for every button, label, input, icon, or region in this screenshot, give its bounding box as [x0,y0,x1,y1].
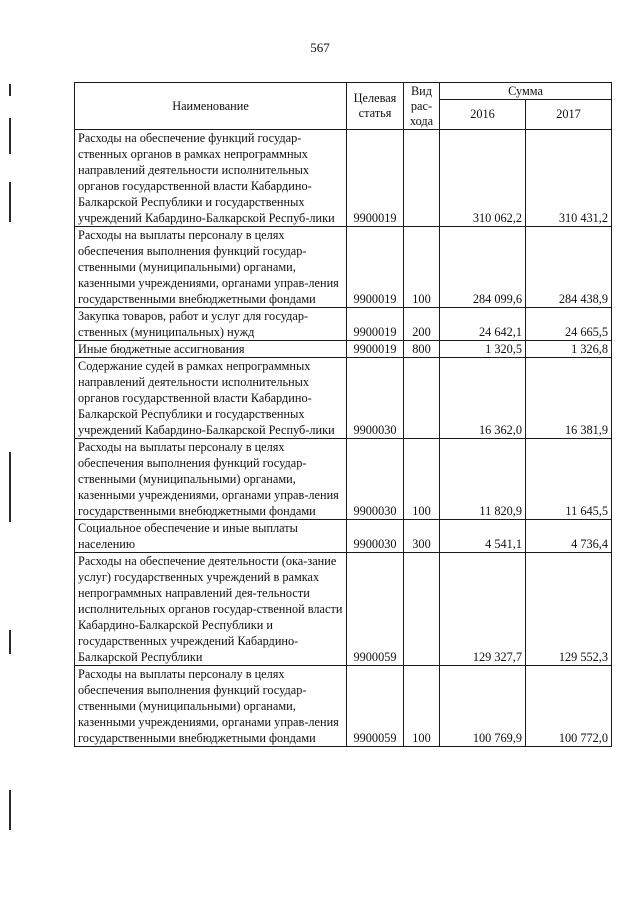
row-sum-2016: 24 642,1 [440,308,526,341]
row-expense-type [404,358,440,439]
row-sum-2016: 100 769,9 [440,666,526,747]
scan-artifact [9,84,11,96]
row-sum-2017: 1 326,8 [526,341,612,358]
row-expense-type [404,130,440,227]
row-sum-2016: 310 062,2 [440,130,526,227]
scan-artifact [9,630,11,654]
table-row [75,358,612,439]
row-sum-2017: 129 552,3 [526,553,612,666]
row-sum-2017: 16 381,9 [526,358,612,439]
table-row [75,227,612,308]
row-target-article: 9900059 [347,553,404,666]
row-sum-2016: 129 327,7 [440,553,526,666]
header-year-2017: 2017 [526,100,612,130]
row-target-article: 9900019 [347,308,404,341]
row-name: Закупка товаров, работ и услуг для государ-ственных (муниципальных) нужд [75,308,347,341]
header-target-article: Целевая статья [347,83,404,130]
row-sum-2016: 16 362,0 [440,358,526,439]
row-name: Расходы на обеспечение функций государ-ственных органов в рамках непрограммных направлений деятельности исполнительных органов государственной власти Кабардино-Балкарской Республики и государственных учреждений Кабардино-Балкарской Респуб-лики [75,130,347,227]
row-expense-type: 100 [404,227,440,308]
row-expense-type: 100 [404,666,440,747]
table-body [75,130,612,747]
row-sum-2017: 310 431,2 [526,130,612,227]
header-year-2016: 2016 [440,100,526,130]
row-sum-2016: 284 099,6 [440,227,526,308]
row-target-article: 9900019 [347,341,404,358]
scan-artifact [9,452,11,522]
row-target-article: 9900059 [347,666,404,747]
row-name: Расходы на обеспечение деятельности (ока-зание услуг) государственных учреждений в рамках непрограммных направлений дея-тельности исполнительных органов государ-ственной власти Кабардино-Балкарской Республики и государственных учреждений Кабардино-Балкарской Республики [75,553,347,666]
scan-artifact [9,118,11,154]
budget-table [74,82,612,747]
table-row [75,553,612,666]
table-row [75,439,612,520]
scan-artifact [9,182,11,222]
table-row [75,130,612,227]
row-sum-2017: 4 736,4 [526,520,612,553]
table-row [75,308,612,341]
row-expense-type: 300 [404,520,440,553]
table-header [75,83,612,130]
page-number: 567 [310,40,330,55]
row-name: Иные бюджетные ассигнования [75,341,347,358]
row-target-article: 9900019 [347,227,404,308]
row-name: Расходы на выплаты персоналу в целях обеспечения выполнения функций государ-ственными (муниципальными) органами, казенными учреждениями, органами управ-ления государственными внебюджетными фондами [75,439,347,520]
table-row [75,520,612,553]
row-expense-type [404,553,440,666]
row-target-article: 9900030 [347,520,404,553]
table-row [75,666,612,747]
row-expense-type: 200 [404,308,440,341]
row-sum-2016: 4 541,1 [440,520,526,553]
row-target-article: 9900030 [347,358,404,439]
row-name: Расходы на выплаты персоналу в целях обеспечения выполнения функций государ-ственными (муниципальными) органами, казенными учреждениями, органами управ-ления государственными внебюджетными фондами [75,666,347,747]
row-sum-2017: 24 665,5 [526,308,612,341]
row-target-article: 9900030 [347,439,404,520]
row-target-article: 9900019 [347,130,404,227]
header-name: Наименование [75,83,347,130]
row-sum-2016: 11 820,9 [440,439,526,520]
row-expense-type: 100 [404,439,440,520]
row-sum-2017: 284 438,9 [526,227,612,308]
row-sum-2017: 11 645,5 [526,439,612,520]
scan-artifact [9,790,11,830]
table-row [75,341,612,358]
row-name: Социальное обеспечение и иные выплаты населению [75,520,347,553]
row-sum-2016: 1 320,5 [440,341,526,358]
header-expense-type: Вид рас-хода [404,83,440,130]
row-expense-type: 800 [404,341,440,358]
row-name: Расходы на выплаты персоналу в целях обеспечения выполнения функций государ-ственными (муниципальными) органами, казенными учреждениями, органами управ-ления государственными внебюджетными фондами [75,227,347,308]
row-name: Содержание судей в рамках непрограммных направлений деятельности исполнительных органов государственной власти Кабардино-Балкарской Республики и государственных учреждений Кабардино-Балкарской Респуб-лики [75,358,347,439]
row-sum-2017: 100 772,0 [526,666,612,747]
header-sum: Сумма [440,83,612,100]
